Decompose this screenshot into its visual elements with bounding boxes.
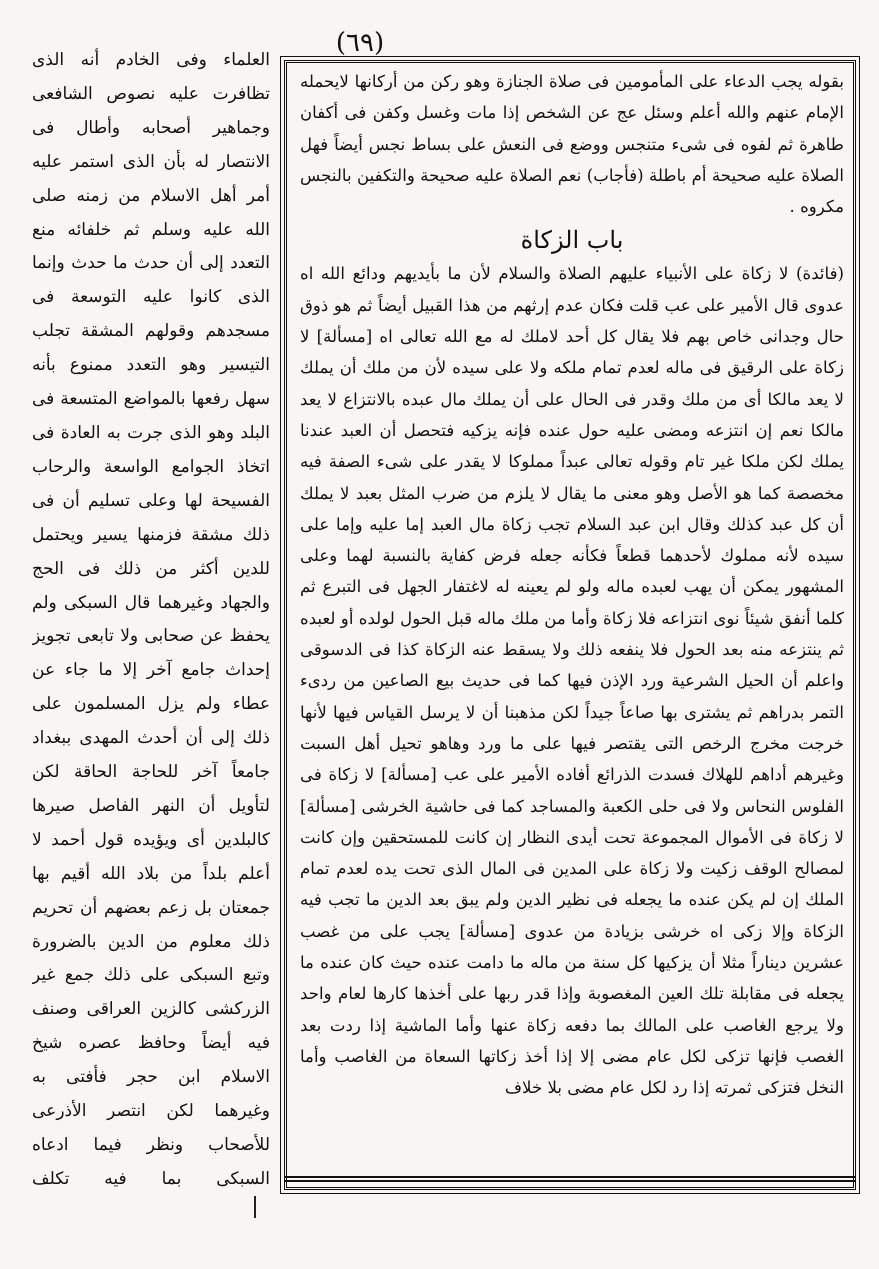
- page-number: (٦٩): [335, 28, 385, 58]
- ink-mark: [254, 1196, 264, 1218]
- margin-commentary-column: [32, 44, 270, 1194]
- main-paragraph-1: بقوله يجب الدعاء على المأمومين فى صلاة الجنازة وهو ركن من أركانها لايحمله الإمام عنهم والله أعلم وسئل عج عن الشخص إذا مات وغسل وكفن فى أكفان طاهرة ثم لفوه فى شىء متنجس ووضع فى النعش على بساط نجس أيضاً فهل الصلاة عليه صحيحة أم باطلة (فأجاب) نعم الصلاة عليه صحيحة والتكفين بالنجس مكروه .: [300, 72, 844, 217]
- main-text-column: [300, 66, 844, 1172]
- main-paragraph-2: (فائدة) لا زكاة على الأنبياء عليهم الصلاة والسلام لأن ما بأيديهم ودائع الله اه عدوى قال الأمير على عب قلت فكان عدم إرثهم من هذا القبيل أيضاً ثم هو ذوق حال وجدانى خاص بهم فلا يقال كل أحد لاملك له مع الله تعالى اه [مسألة] لا زكاة على الرقيق فى ماله لعدم تمام ملكه ولا على سيده لأن من ملك أن يملك لا يعد مالكا أى من ملك وقدر فى الحال على أن يملك مال عبده بالانتزاع لا يعد مالكا نعم إن انتزعه ومضى عليه حول عنده فإنه يزكيه فتحصل أن العبد عندنا يملك لكن ملكا غير تام وقوله تعالى عبداً مملوكا لا يقدر على شىء الصفة فيه مخصصة كما هو الأصل وهو معنى ما يقال لا يلزم من ضرب المثل بعبد لا يملك أن كل عبد كذلك وقال ابن عبد السلام تجب زكاة مال العبد إما عليه وإما على سيده لأنه مملوك لأحدهما قطعاً فكأنه جعله فرض كفاية بالنسبة لهما وعلى المشهور يمكن أن يهب لعبده ماله ولو لم يعينه له لاغتفار الجهل فى التبرع ثم كلما أنفق شيئاً نوى انتزاعه فلا زكاة وأما من ملك ماله قبل الحول لولده أو لعبده ثم ينتزعه منه بعد الحول فلا ينفعه ذلك ولا يسقط عنه الزكاة كذا فى الدسوقى واعلم أن الحيل الشرعية ورد الإذن فيها كما فى حديث بيع الصاعين من ردىء التمر بدراهم ثم يشترى بها صاعاً جيداً لكن مذهبنا أن لا يرسل القياس فيها لأنها خرجت مخرج الرخص التى يقتصر فيها على ما ورد وهاهو تحيل أهل السبت وغيرهم أداهم للهلاك فسدت الذرائع أفاده الأمير على عب [مسألة] لا زكاة فى الفلوس النحاس ولا فى حلى الكعبة والمساجد كما فى حاشية الخرشى [مسألة] لا زكاة فى الأموال المجموعة تحت أيدى النظار إن كانت للمستحقين وإن كانت لمصالح الوقف زكيت ولا زكاة على المدين فى المال الذى تحت يده لعدم تمام الملك إن لم يكن عنده ما يجعله فى نظير الدين ولم يبق بعد الدين ما تجب فيه الزكاة وإلا زكى اه خرشى بزيادة من عدوى [مسألة] يجب على من غصب عشرين ديناراً مثلا أن يزكيها كل سنة من ماله ما دامت عنده حيث كان عنده ما يجعله فى مقابلة تلك العين المغصوبة وإذا قدر ربها على أخذها كارها لعام واحد ولا يرجع الغاصب على المالك بما دفعه زكاة عنها وأما الماشية إذا ردت بعد الغصب فإنها تزكى لكل عام مضى إلا إذا أخذ زكاتها السعاة من الغاصب وأما النخل فتزكى ثمرته إذا رد لكل عام مضى بلا خلاف: [300, 264, 844, 1098]
- margin-commentary-text: العلماء وفى الخادم أنه الذى تظافرت عليه نصوص الشافعى وجماهير أصحابه وأطال فى الانتصار له بأن الذى استمر عليه أمر أهل الاسلام من زمنه صلى الله عليه وسلم ثم خلفائه منع التعدد إلى أن حدث ما حدث وإنما الذى كانوا عليه التوسعة فى مسجدهم وقولهم المشقة تجلب التيسير وهو التعدد ممنوع بأنه سهل رفعها بالمواضع المتسعة فى البلد وهو الذى جرت به العادة فى اتخاذ الجوامع الواسعة والرحاب الفسيحة لها وعلى تسليم أن فى ذلك مشقة فزمنها يسير ويحتمل للدين أكثر من ذلك فى الحج والجهاد وغيرهما قال السبكى ولم يحفظ عن صحابى ولا تابعى تجويز إحداث جامع آخر إلا ما جاء عن عطاء ولم يزل المسلمون على ذلك إلى أن أحدث المهدى ببغداد جامعاً آخر للحاجة الحاقة لكن لتأويل أن النهر الفاصل صيرها كالبلدين أى ويؤيده قول أحمد لا أعلم بلداً من بلاد الله أقيم بها جمعتان بل زعم بعضهم أن تحريم ذلك معلوم من الدين بالضرورة وتبع السبكى على ذلك جمع غير الزركشى كالزين العراقى وصنف فيه أيضاً وحافظ عصره شيخ الاسلام ابن حجر فأفتى به وغيرهما لكن انتصر الأذرعى للأصحاب ونظر فيما ادعاه السبكى بما فيه تكلف: [32, 50, 270, 1189]
- page-frame-base: [284, 1176, 856, 1182]
- section-heading: باب الزكاة: [520, 226, 624, 255]
